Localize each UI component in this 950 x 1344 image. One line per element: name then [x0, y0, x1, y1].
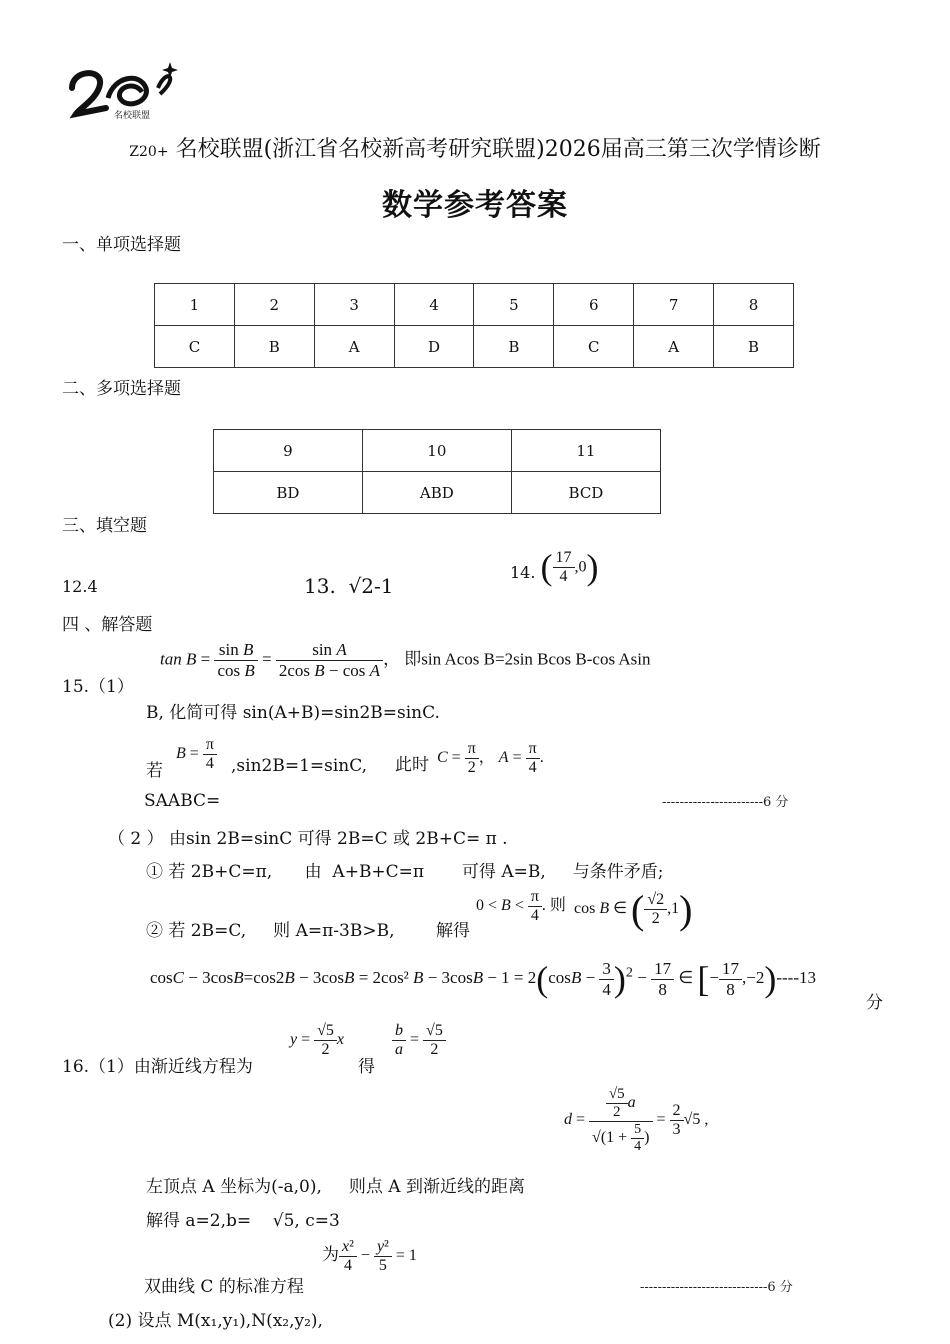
section-single-choice: 一、单项选择题: [62, 235, 181, 255]
q15-solve: 解得: [436, 921, 470, 941]
table-cell: ABD: [362, 472, 511, 514]
q16-hyperbola: 为 $\frac{\text{x²}}{4}$ − $\frac{\text{y²}}{5}$ = 1: [322, 1238, 417, 1274]
table-cell: C: [155, 326, 235, 368]
q16-asymptote: y = $\frac{√5}{2}$ x: [290, 1022, 345, 1058]
q15-label: 15.（1）: [62, 677, 134, 697]
table-cell: 7: [634, 284, 714, 326]
table-cell: B: [714, 326, 794, 368]
q15-area: SAABC=: [144, 791, 221, 811]
table-cell: 8: [714, 284, 794, 326]
q15-b-value: B = $\frac{\pi}{4}$: [176, 736, 217, 773]
q15-cosb-range: cos B ∈ ( $\frac{√2}{2}$ ,1): [574, 887, 693, 932]
score-mark: -----------------------6 分: [662, 795, 789, 810]
table-row: [155, 326, 794, 368]
q15-final-equation: cosC − 3cosB=cos2B − 3cosB = 2cos² B − 3cosB − 1 = 2(cosB − $\frac{3}{4}$ )$^2$ − $\frac{17}{8}$ ∈ [− $\frac{17}{8}$ ,−2)----13: [150, 958, 816, 999]
page-title: 数学参考答案: [382, 188, 568, 223]
table-cell: D: [394, 326, 474, 368]
score-mark: -----------------------------6 分: [640, 1280, 793, 1295]
section-multi-choice: 二、多项选择题: [62, 379, 181, 399]
table-cell: 5: [474, 284, 554, 326]
multi-choice-table: [213, 429, 661, 514]
table-cell: BD: [214, 472, 363, 514]
section-solutions: 四 、解答题: [62, 615, 153, 635]
q15-part2: （ 2 ） 由sin 2B=sinC 可得 2B=C 或 2B+C= π .: [108, 829, 508, 849]
q15-b-range: 0 < B < $\frac{\pi}{4}$ . 则: [476, 888, 566, 924]
table-row: [214, 430, 661, 472]
single-choice-table: [154, 283, 794, 368]
table-row: [214, 472, 661, 514]
q16-solve: 解得 a=2,b= √5, c=3: [146, 1211, 340, 1231]
table-cell: 3: [314, 284, 394, 326]
svg-text:名校联盟: 名校联盟: [114, 111, 151, 120]
answer-14: 14. ( $\frac{17}{4}$ ,0): [510, 547, 599, 587]
q15-case2: ② 若 2B=C, 则 A=π-3B>B,: [146, 921, 395, 941]
table-cell: 1: [155, 284, 235, 326]
table-cell: C: [554, 326, 634, 368]
q16-ratio: $\frac{b}{a}$ = $\frac{√5}{2}$: [392, 1022, 446, 1059]
table-cell: A: [314, 326, 394, 368]
answer-12: 12.4: [62, 577, 98, 596]
table-cell: 10: [362, 430, 511, 472]
answer-13: 13. √2-1: [304, 574, 394, 598]
table-cell: 4: [394, 284, 474, 326]
table-row: [155, 284, 794, 326]
q16-label: 16.（1）由渐近线方程为: [62, 1057, 253, 1077]
q16-part2: (2) 设点 M(x₁,y₁),N(x₂,y₂),: [108, 1311, 323, 1331]
q16-distance: d = $\frac{√5}{2}$ a √(1 + $\frac{5}{4}$ ) = $\frac{2}{3}$ √5 ,: [564, 1086, 709, 1154]
table-cell: 6: [554, 284, 634, 326]
q15-case1: ① 若 2B+C=π, 由 A+B+C=π 可得 A=B, 与条件矛盾;: [146, 862, 664, 882]
table-cell: B: [234, 326, 314, 368]
q15-line3: ,sin2B=1=sinC,: [231, 756, 368, 776]
q15-angles: C = $\frac{\pi}{2}$ ， A = $\frac{\pi}{4}$ .: [437, 740, 544, 776]
table-cell: A: [634, 326, 714, 368]
q16-std: 双曲线 C 的标准方程: [144, 1277, 304, 1297]
q16-vertex: 左顶点 A 坐标为(-a,0), 则点 A 到渐近线的距离: [146, 1177, 525, 1197]
table-cell: B: [474, 326, 554, 368]
exam-subtitle: Z20+ 名校联盟(浙江省名校新高考研究联盟)2026届高三第三次学情诊断: [129, 137, 821, 162]
q15-cishi: 此时: [395, 755, 429, 775]
table-cell: 11: [511, 430, 660, 472]
q16-de: 得: [358, 1057, 375, 1077]
q15-line2: B, 化简可得 sin(A+B)=sin2B=sinC.: [146, 703, 440, 723]
section-fill-in: 三、填空题: [62, 516, 147, 536]
table-cell: 2: [234, 284, 314, 326]
q15-equation: tan B = $\frac{\text{sin B}}{\text{cos B}}$ = $\frac{\text{sin A}}{\text{2cos B − cos A}}$ ， 即sin Acos B=2sin Bcos B-cos Asin: [160, 640, 651, 680]
table-cell: 9: [214, 430, 363, 472]
q15-fen: 分: [866, 993, 883, 1013]
alliance-logo: [62, 58, 182, 120]
q15-ruo: 若: [146, 761, 163, 781]
table-cell: BCD: [511, 472, 660, 514]
